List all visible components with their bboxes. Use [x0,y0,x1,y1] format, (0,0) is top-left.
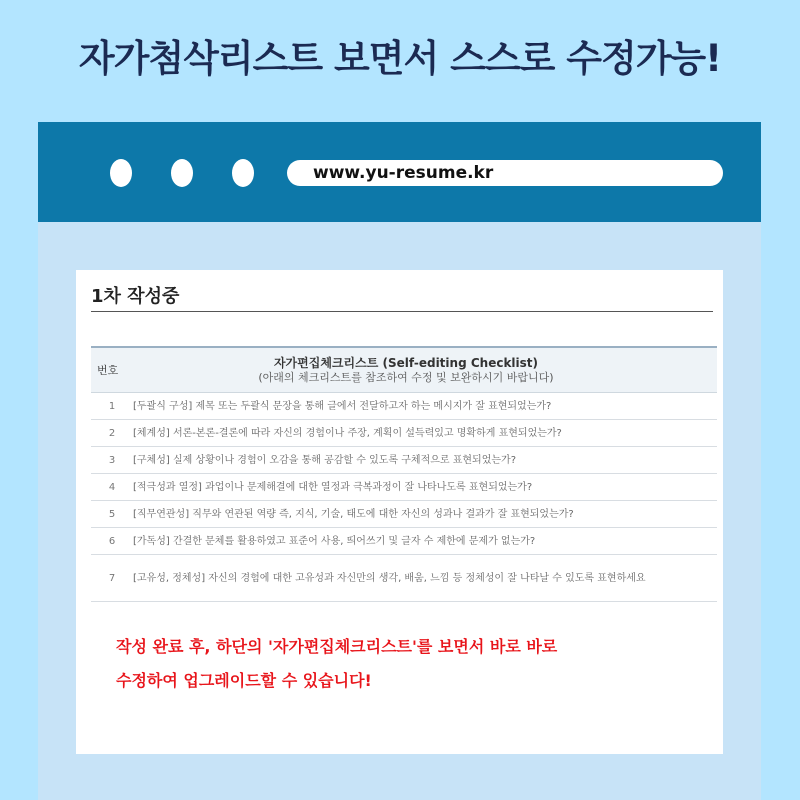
address-bar[interactable] [287,160,723,186]
row-number: 2 [108,427,116,439]
row-text: [두괄식 구성] 제목 또는 두괄식 문장을 통해 글에서 전달하고자 하는 메시지가 잘 표현되었는가? [133,400,552,412]
instruction-note [116,630,557,698]
row-text: [구체성] 실제 상황이나 경험이 오감을 통해 공감할 수 있도록 구체적으로 표현되었는가? [133,454,516,466]
window-dot-icon [232,159,254,187]
document-panel [76,270,723,754]
row-number: 1 [108,400,116,412]
table-row [91,393,717,420]
window-dot-icon [171,159,193,187]
browser-toolbar [38,122,761,222]
header-number: 번호 [97,364,119,377]
row-number: 4 [108,481,116,493]
headline: 자가첨삭리스트 보면서 스스로 수정가능! [78,37,722,80]
row-text: [체계성] 서론-본론-결론에 따라 자신의 경험이나 주장, 계획이 설득력있고 명확하게 표현되었는가? [133,427,562,439]
title-divider [91,311,713,312]
table-row [91,420,717,447]
row-text: [적극성과 열정] 과업이나 문제해결에 대한 열정과 극복과정이 잘 나타나도록 표현되었는가? [133,481,533,493]
row-text: [직무연관성] 직무와 연관된 역량 즉, 지식, 기술, 태도에 대한 자신의 성과나 결과가 잘 표현되었는가? [133,508,574,520]
header-title: 자가편집체크리스트 (Self-editing Checklist) [273,356,539,370]
table-row [91,528,717,555]
table-row [91,447,717,474]
note-line-1: 작성 완료 후, 하단의 '자가편집체크리스트'를 보면서 바로 바로 [116,637,558,656]
row-number: 7 [108,572,116,584]
header-main [135,355,717,385]
table-row [91,555,717,602]
row-number: 6 [108,535,116,547]
table-header [91,348,717,393]
note-line-2: 수정하여 업그레이드할 수 있습니다! [116,671,372,690]
url-text: www.yu-resume.kr [313,163,494,183]
checklist-table [91,346,717,602]
table-row [91,474,717,501]
row-text: [가독성] 간결한 문체를 활용하였고 표준어 사용, 띄어쓰기 및 글자 수 제한에 문제가 없는가? [133,535,536,547]
row-text: [고유성, 정체성] 자신의 경험에 대한 고유성과 자신만의 생각, 배움, 느낌 등 정체성이 잘 나타날 수 있도록 표현하세요 [133,572,646,584]
row-number: 5 [108,508,116,520]
table-row [91,501,717,528]
header-subtitle: (아래의 체크리스트를 참조하여 수정 및 보완하시기 바랍니다) [258,371,554,384]
document-title: 1차 작성중 [91,286,180,307]
window-dot-icon [110,159,132,187]
row-number: 3 [108,454,116,466]
browser-mockup [38,122,761,800]
